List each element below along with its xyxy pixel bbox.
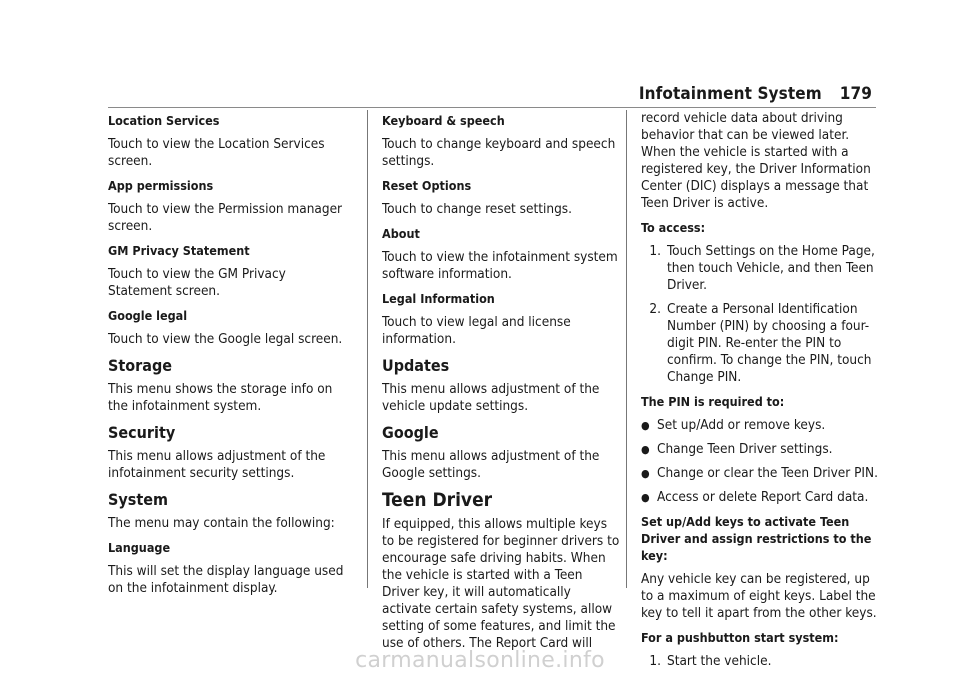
step-text: Create a Personal Identification Number (PIN) by choosing a four-digit PIN. Re-enter the PIN to confirm. To change the PIN, touch Change PIN. [667, 301, 872, 385]
bullet-text: Set up/Add or remove keys. [657, 417, 826, 433]
access-steps-list [641, 243, 879, 386]
location-services-text: Touch to view the Location Services screen. [108, 136, 325, 169]
keyboard-speech-label: Keyboard & speech [382, 113, 505, 128]
about-text: Touch to view the infotainment system software information. [382, 249, 618, 282]
updates-heading: Updates [382, 356, 450, 375]
language-label: Language [108, 540, 171, 555]
location-services-label: Location Services [108, 113, 220, 128]
google-heading: Google [382, 423, 439, 442]
bullet-icon: ● [641, 443, 650, 456]
bullet-text: Access or delete Report Card data. [657, 489, 869, 505]
pin-required-label: The PIN is required to: [641, 394, 785, 409]
list-item [641, 417, 879, 434]
teen-driver-text: If equipped, this allows multiple keys to be registered for beginner drivers to encourage safe driving habits. When the vehicle is started with a Teen Driver key, it will automatically activate certain safety systems, allow setting of some features, and limit the use of others. The Report Card will [382, 516, 620, 651]
keyboard-speech-text: Touch to change keyboard and speech settings. [382, 136, 616, 169]
google-legal-label: Google legal [108, 308, 188, 323]
google-text: This menu allows adjustment of the Google settings. [382, 448, 600, 481]
page-header [639, 84, 872, 104]
step-text: Start the vehicle. [667, 653, 772, 669]
list-item [641, 301, 879, 386]
header-rule [108, 107, 876, 108]
updates-text: This menu allows adjustment of the vehicle update settings. [382, 381, 600, 414]
legal-info-label: Legal Information [382, 291, 495, 306]
storage-text: This menu shows the storage info on the infotainment system. [108, 381, 333, 414]
bullet-text: Change Teen Driver settings. [657, 441, 833, 457]
setup-keys-text: Any vehicle key can be registered, up to a maximum of eight keys. Label the key to tell it apart from the other keys. [641, 571, 877, 621]
about-label: About [382, 226, 420, 241]
storage-heading: Storage [108, 356, 173, 375]
section-title: Infotainment System [638, 84, 822, 104]
pushbutton-label: For a pushbutton start system: [641, 630, 839, 645]
step-number: 2. [649, 301, 661, 317]
report-card-continued-text: record vehicle data about driving behavior that can be viewed later. When the vehicle is started with a registered key, the Driver Information Center (DIC) displays a message that Teen Driver is active. [641, 110, 871, 211]
app-permissions-text: Touch to view the Permission manager screen. [108, 201, 343, 234]
column-3 [626, 110, 879, 669]
bullet-icon: ● [641, 491, 650, 504]
step-text: Touch Settings on the Home Page, then touch Vehicle, and then Teen Driver. [667, 243, 875, 293]
page-number: 179 [839, 84, 872, 104]
legal-info-text: Touch to view legal and license information. [382, 314, 571, 347]
list-item [641, 243, 879, 294]
google-legal-text: Touch to view the Google legal screen. [108, 331, 343, 347]
list-item [641, 465, 879, 482]
app-permissions-label: App permissions [108, 178, 214, 193]
list-item [641, 489, 879, 506]
teen-driver-heading: Teen Driver [382, 489, 493, 511]
reset-options-label: Reset Options [382, 178, 472, 193]
system-text: The menu may contain the following: [108, 515, 335, 531]
security-text: This menu allows adjustment of the infotainment security settings. [108, 448, 326, 481]
step-number: 1. [649, 653, 661, 669]
list-item [641, 441, 879, 458]
gm-privacy-label: GM Privacy Statement [108, 243, 250, 258]
step-number: 1. [649, 243, 661, 259]
security-heading: Security [108, 423, 176, 442]
setup-keys-label: Set up/Add keys to activate Teen Driver and assign restrictions to the key: [641, 514, 872, 563]
reset-options-text: Touch to change reset settings. [382, 201, 572, 217]
system-heading: System [108, 490, 168, 509]
language-text: This will set the display language used on the infotainment display. [108, 563, 344, 596]
to-access-label: To access: [641, 220, 706, 235]
column-2 [367, 110, 620, 651]
bullet-text: Change or clear the Teen Driver PIN. [657, 465, 878, 481]
bullet-icon: ● [641, 419, 650, 432]
watermark: carmanualsonline.info [355, 648, 605, 673]
pin-bullet-list [641, 417, 879, 506]
column-1 [108, 110, 346, 604]
bullet-icon: ● [641, 467, 650, 480]
gm-privacy-text: Touch to view the GM Privacy Statement screen. [108, 266, 286, 299]
